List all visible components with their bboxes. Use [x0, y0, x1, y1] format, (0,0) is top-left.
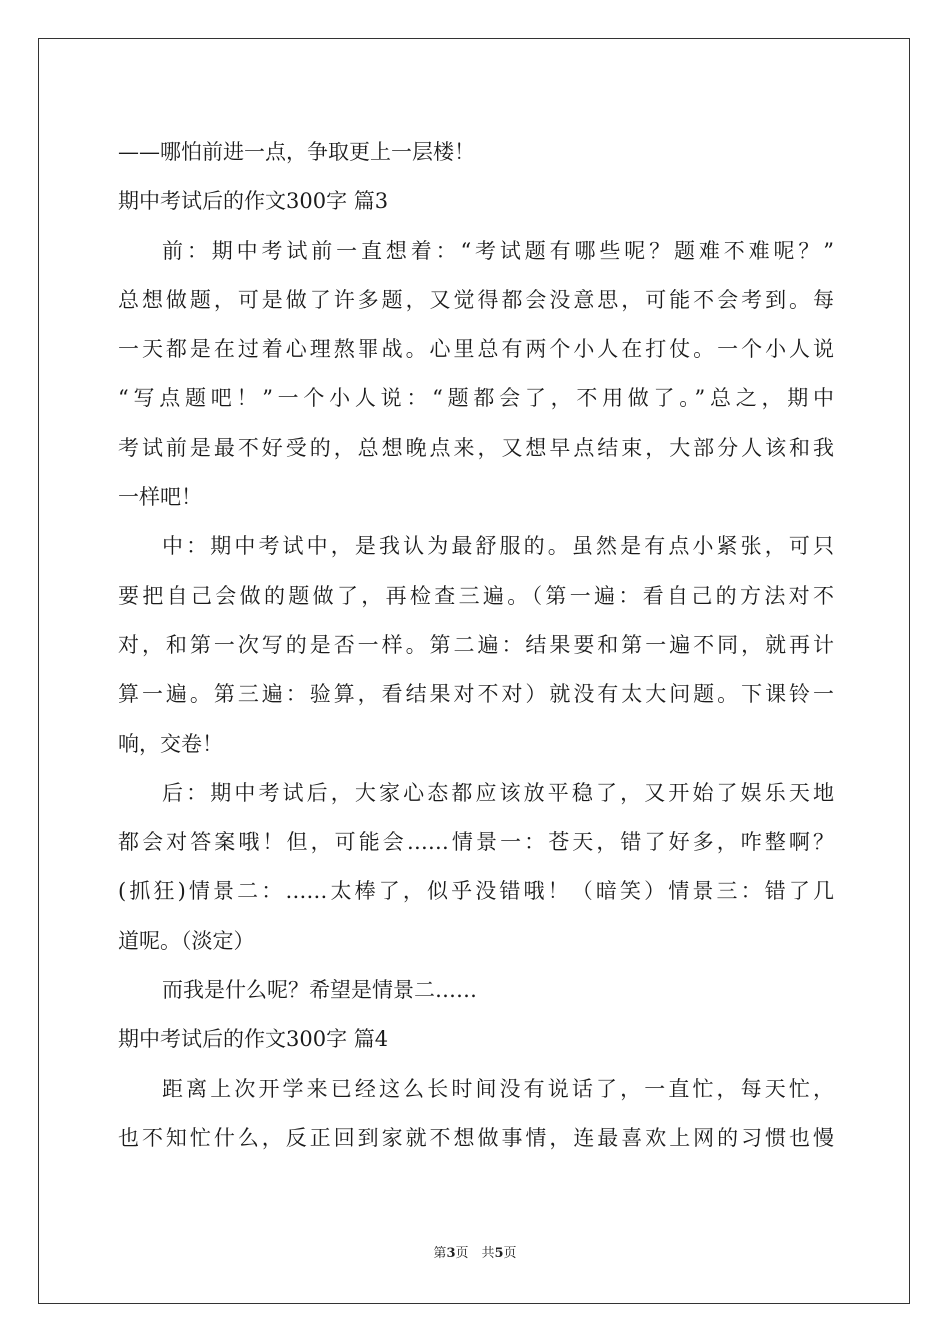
section-heading: 期中考试后的作文300字 篇3	[118, 189, 389, 214]
paragraph-line: (抓狂)情景二：……太棒了，似乎没错哦！（暗笑）情景三：错了几	[118, 879, 834, 904]
paragraph-line: 要把自己会做的题做了，再检查三遍。（第一遍：看自己的方法对不	[118, 583, 834, 608]
paragraph-line: 而我是什么呢？希望是情景二……	[162, 978, 477, 1003]
page-suffix: 页	[503, 1246, 517, 1261]
paragraph-line: 对，和第一次写的是否一样。第二遍：结果要和第一遍不同，就再计	[118, 632, 834, 657]
paragraph-line: 一样吧！	[118, 485, 202, 510]
paragraph-line: 中：期中考试中，是我认为最舒服的。虽然是有点小紧张，可只	[162, 534, 834, 559]
page-footer	[0, 1242, 950, 1261]
paragraph-line: 考试前是最不好受的，总想晚点来，又想早点结束，大部分人该和我	[118, 435, 834, 460]
document-body	[118, 128, 834, 1163]
paragraph-line: 算一遍。第三遍：验算，看结果对不对）就没有太大问题。下课铃一	[118, 682, 834, 707]
paragraph-line: ——哪怕前进一点，争取更上一层楼！	[118, 140, 475, 164]
page-prefix: 第	[433, 1246, 447, 1261]
current-page-number: 3	[446, 1246, 456, 1261]
paragraph-line: “写点题吧！”一个小人说：“题都会了，不用做了。”总之，期中	[118, 386, 834, 411]
paragraph-line: 后：期中考试后，大家心态都应该放平稳了，又开始了娱乐天地	[162, 780, 834, 805]
paragraph-line: 道呢。（淡定）	[118, 928, 255, 953]
section-heading: 期中考试后的作文300字 篇4	[118, 1027, 389, 1052]
paragraph-line: 一天都是在过着心理熬罪战。心里总有两个小人在打仗。一个小人说	[118, 337, 834, 362]
total-page-number: 5	[494, 1246, 504, 1261]
page-mid: 页 共	[455, 1246, 495, 1261]
paragraph-line: 距离上次开学来已经这么长时间没有说话了，一直忙，每天忙，	[162, 1076, 834, 1101]
paragraph-line: 也不知忙什么，反正回到家就不想做事情，连最喜欢上网的习惯也慢	[118, 1125, 834, 1150]
paragraph-line: 总想做题，可是做了许多题，又觉得都会没意思，可能不会考到。每	[118, 287, 834, 312]
paragraph-line: 响，交卷！	[118, 731, 223, 756]
paragraph-line: 都会对答案哦！但，可能会……情景一：苍天，错了好多，咋整啊？	[118, 830, 834, 855]
paragraph-line: 前：期中考试前一直想着：“考试题有哪些呢？题难不难呢？”	[162, 238, 834, 263]
